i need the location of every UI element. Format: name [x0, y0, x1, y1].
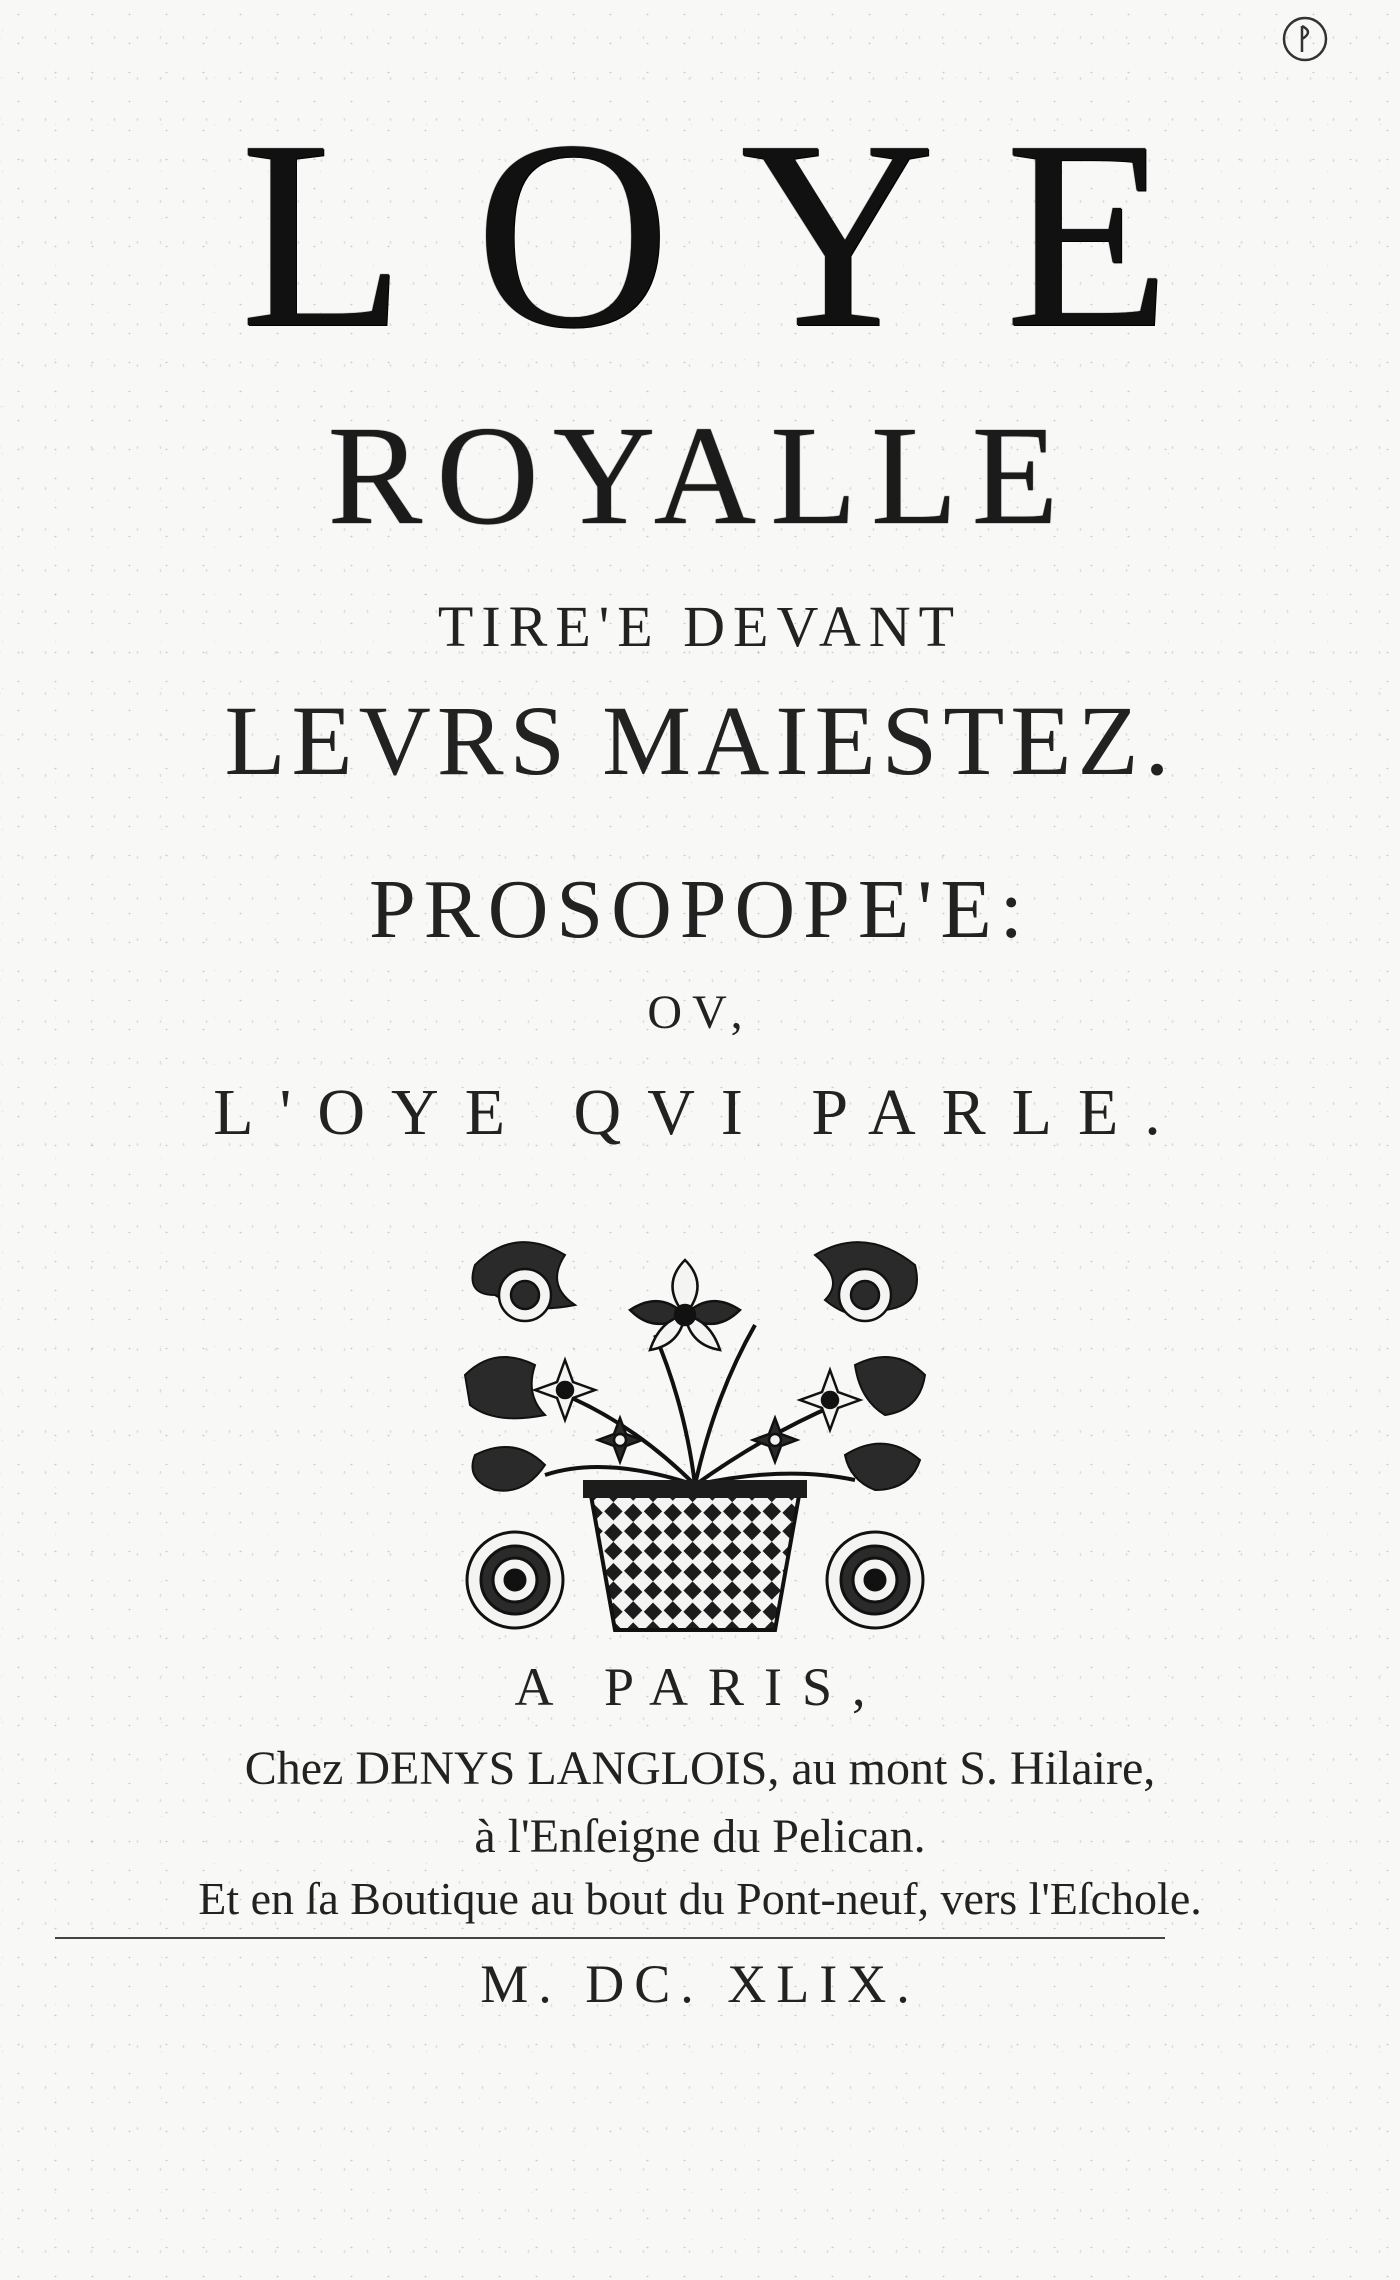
horizontal-rule: [55, 1937, 1165, 1939]
imprint-publisher: Chez DENYS LANGLOIS, au mont S. Hilaire,: [244, 1742, 1156, 1795]
flower-basket-woodcut-icon: [455, 1225, 935, 1635]
title-line-2: ROYALLE: [327, 396, 1073, 554]
title-line-1: LOYE: [240, 85, 1240, 384]
subtitle-line-3: PROSOPOPE'E:: [369, 863, 1031, 956]
library-stamp-icon: [1280, 14, 1330, 64]
imprint-shop: Et en ſa Boutique au bout du Pont-neuf, vers l'Eſchole.: [198, 1873, 1202, 1924]
subtitle-line-1: TIRE'E DEVANT: [437, 594, 963, 659]
subtitle-line-2: LEVRS MAIESTEZ.: [224, 685, 1176, 796]
imprint-place: A PARIS,: [514, 1657, 886, 1717]
subtitle-line-5: L'OYE QVI PARLE.: [213, 1076, 1187, 1149]
imprint-sign: à l'Enſeigne du Pelican.: [474, 1810, 926, 1863]
subtitle-line-4: OV,: [647, 986, 753, 1039]
imprint-date: M. DC. XLIX.: [480, 1954, 920, 2014]
